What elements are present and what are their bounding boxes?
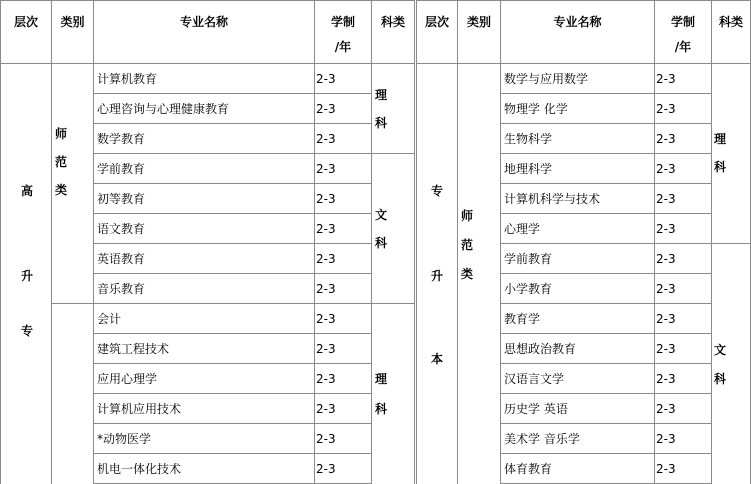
major-name-cell: 机电一体化技术	[93, 453, 315, 484]
subject-group-right-2	[711, 243, 751, 484]
header-cell-major-right	[500, 0, 655, 64]
subject-group-right-1	[711, 63, 751, 244]
header-category: 类别	[466, 15, 491, 29]
header-category: 类别	[60, 15, 85, 29]
duration-cell: 2-3	[654, 393, 712, 424]
header-cell-subject	[371, 0, 415, 64]
major-name-cell: 生物科学	[500, 123, 655, 154]
header-duration-line2: /年	[674, 40, 692, 54]
level-char: 本	[430, 352, 443, 366]
header-duration-line1: 学制	[330, 15, 355, 29]
subject-group-left-3	[371, 303, 415, 484]
major-name-cell: 小学教育	[500, 273, 655, 304]
category-cell-right	[457, 63, 501, 484]
subject-char: 理	[374, 88, 387, 102]
duration-cell: 2-3	[654, 423, 712, 454]
major-name-cell: 建筑工程技术	[93, 333, 315, 364]
duration-cell: 2-3	[314, 273, 372, 304]
major-name-cell: 物理学 化学	[500, 93, 655, 124]
header-subject: 科类	[380, 15, 405, 29]
header-cell-category-right	[457, 0, 501, 64]
category-cell-left	[51, 63, 94, 304]
major-name-cell: 音乐教育	[93, 273, 315, 304]
duration-cell: 2-3	[314, 213, 372, 244]
major-name-cell: 美术学 音乐学	[500, 423, 655, 454]
duration-cell: 2-3	[654, 213, 712, 244]
header-level: 层次	[13, 15, 38, 29]
level-char: 升	[20, 269, 33, 283]
duration-cell: 2-3	[654, 123, 712, 154]
category-char: 师	[54, 127, 67, 141]
major-name-cell: 语文教育	[93, 213, 315, 244]
duration-cell: 2-3	[314, 243, 372, 274]
major-name-cell: 计算机应用技术	[93, 393, 315, 424]
category-char: 类	[54, 183, 67, 197]
duration-cell: 2-3	[314, 423, 372, 454]
duration-cell: 2-3	[314, 183, 372, 214]
header-duration-line2: /年	[334, 40, 352, 54]
duration-cell: 2-3	[314, 333, 372, 364]
major-name-cell: 地理科学	[500, 153, 655, 184]
subject-char: 科	[713, 160, 726, 174]
major-name-cell: 计算机教育	[93, 63, 315, 94]
level-char: 专	[20, 324, 33, 338]
category-char: 师	[460, 209, 473, 223]
major-name-cell: 英语教育	[93, 243, 315, 274]
subject-char: 科	[374, 236, 387, 250]
subject-char: 文	[713, 343, 726, 357]
subject-group-left-1	[371, 63, 415, 154]
header-duration-line1: 学制	[670, 15, 695, 29]
duration-cell: 2-3	[654, 453, 712, 484]
category-cell-left-blank	[51, 303, 94, 484]
major-name-cell: 会计	[93, 303, 315, 334]
header-subject: 科类	[718, 15, 743, 29]
header-cell-category	[51, 0, 94, 64]
subject-char: 科	[374, 116, 387, 130]
level-cell-right	[416, 63, 458, 484]
header-major: 专业名称	[179, 15, 228, 29]
major-name-cell: 学前教育	[500, 243, 655, 274]
level-char: 高	[20, 184, 33, 198]
category-char: 范	[54, 155, 67, 169]
subject-char: 理	[713, 132, 726, 146]
duration-cell: 2-3	[314, 153, 372, 184]
major-name-cell: 计算机科学与技术	[500, 183, 655, 214]
category-char: 范	[460, 238, 473, 252]
duration-cell: 2-3	[654, 303, 712, 334]
header-cell-duration-right	[654, 0, 712, 64]
duration-cell: 2-3	[314, 453, 372, 484]
major-name-cell: 教育学	[500, 303, 655, 334]
duration-cell: 2-3	[314, 363, 372, 394]
major-name-cell: 汉语言文学	[500, 363, 655, 394]
major-name-cell: 心理学	[500, 213, 655, 244]
duration-cell: 2-3	[314, 393, 372, 424]
major-name-cell: 体育教育	[500, 453, 655, 484]
duration-cell: 2-3	[654, 63, 712, 94]
subject-group-left-2	[371, 153, 415, 304]
header-cell-major	[93, 0, 315, 64]
header-major: 专业名称	[553, 15, 602, 29]
header-cell-subject-right	[711, 0, 751, 64]
duration-cell: 2-3	[314, 93, 372, 124]
duration-cell: 2-3	[654, 153, 712, 184]
level-char: 专	[430, 184, 443, 198]
duration-cell: 2-3	[654, 273, 712, 304]
duration-cell: 2-3	[654, 243, 712, 274]
major-name-cell: 应用心理学	[93, 363, 315, 394]
major-name-cell: 历史学 英语	[500, 393, 655, 424]
subject-char: 科	[374, 402, 387, 416]
header-cell-level	[0, 0, 52, 64]
level-cell-left	[0, 63, 52, 484]
duration-cell: 2-3	[654, 93, 712, 124]
duration-cell: 2-3	[314, 303, 372, 334]
duration-cell: 2-3	[654, 333, 712, 364]
level-char: 升	[430, 269, 443, 283]
major-name-cell: 思想政治教育	[500, 333, 655, 364]
category-char: 类	[460, 267, 473, 281]
subject-char: 理	[374, 372, 387, 386]
major-name-cell: 学前教育	[93, 153, 315, 184]
header-level: 层次	[424, 15, 449, 29]
subject-char: 文	[374, 208, 387, 222]
duration-cell: 2-3	[314, 63, 372, 94]
header-cell-duration	[314, 0, 372, 64]
duration-cell: 2-3	[654, 183, 712, 214]
header-cell-level-right	[416, 0, 458, 64]
major-name-cell: *动物医学	[93, 423, 315, 454]
major-name-cell: 初等教育	[93, 183, 315, 214]
major-name-cell: 数学与应用数学	[500, 63, 655, 94]
subject-char: 科	[713, 372, 726, 386]
major-name-cell: 心理咨询与心理健康教育	[93, 93, 315, 124]
duration-cell: 2-3	[654, 363, 712, 394]
duration-cell: 2-3	[314, 123, 372, 154]
major-name-cell: 数学教育	[93, 123, 315, 154]
